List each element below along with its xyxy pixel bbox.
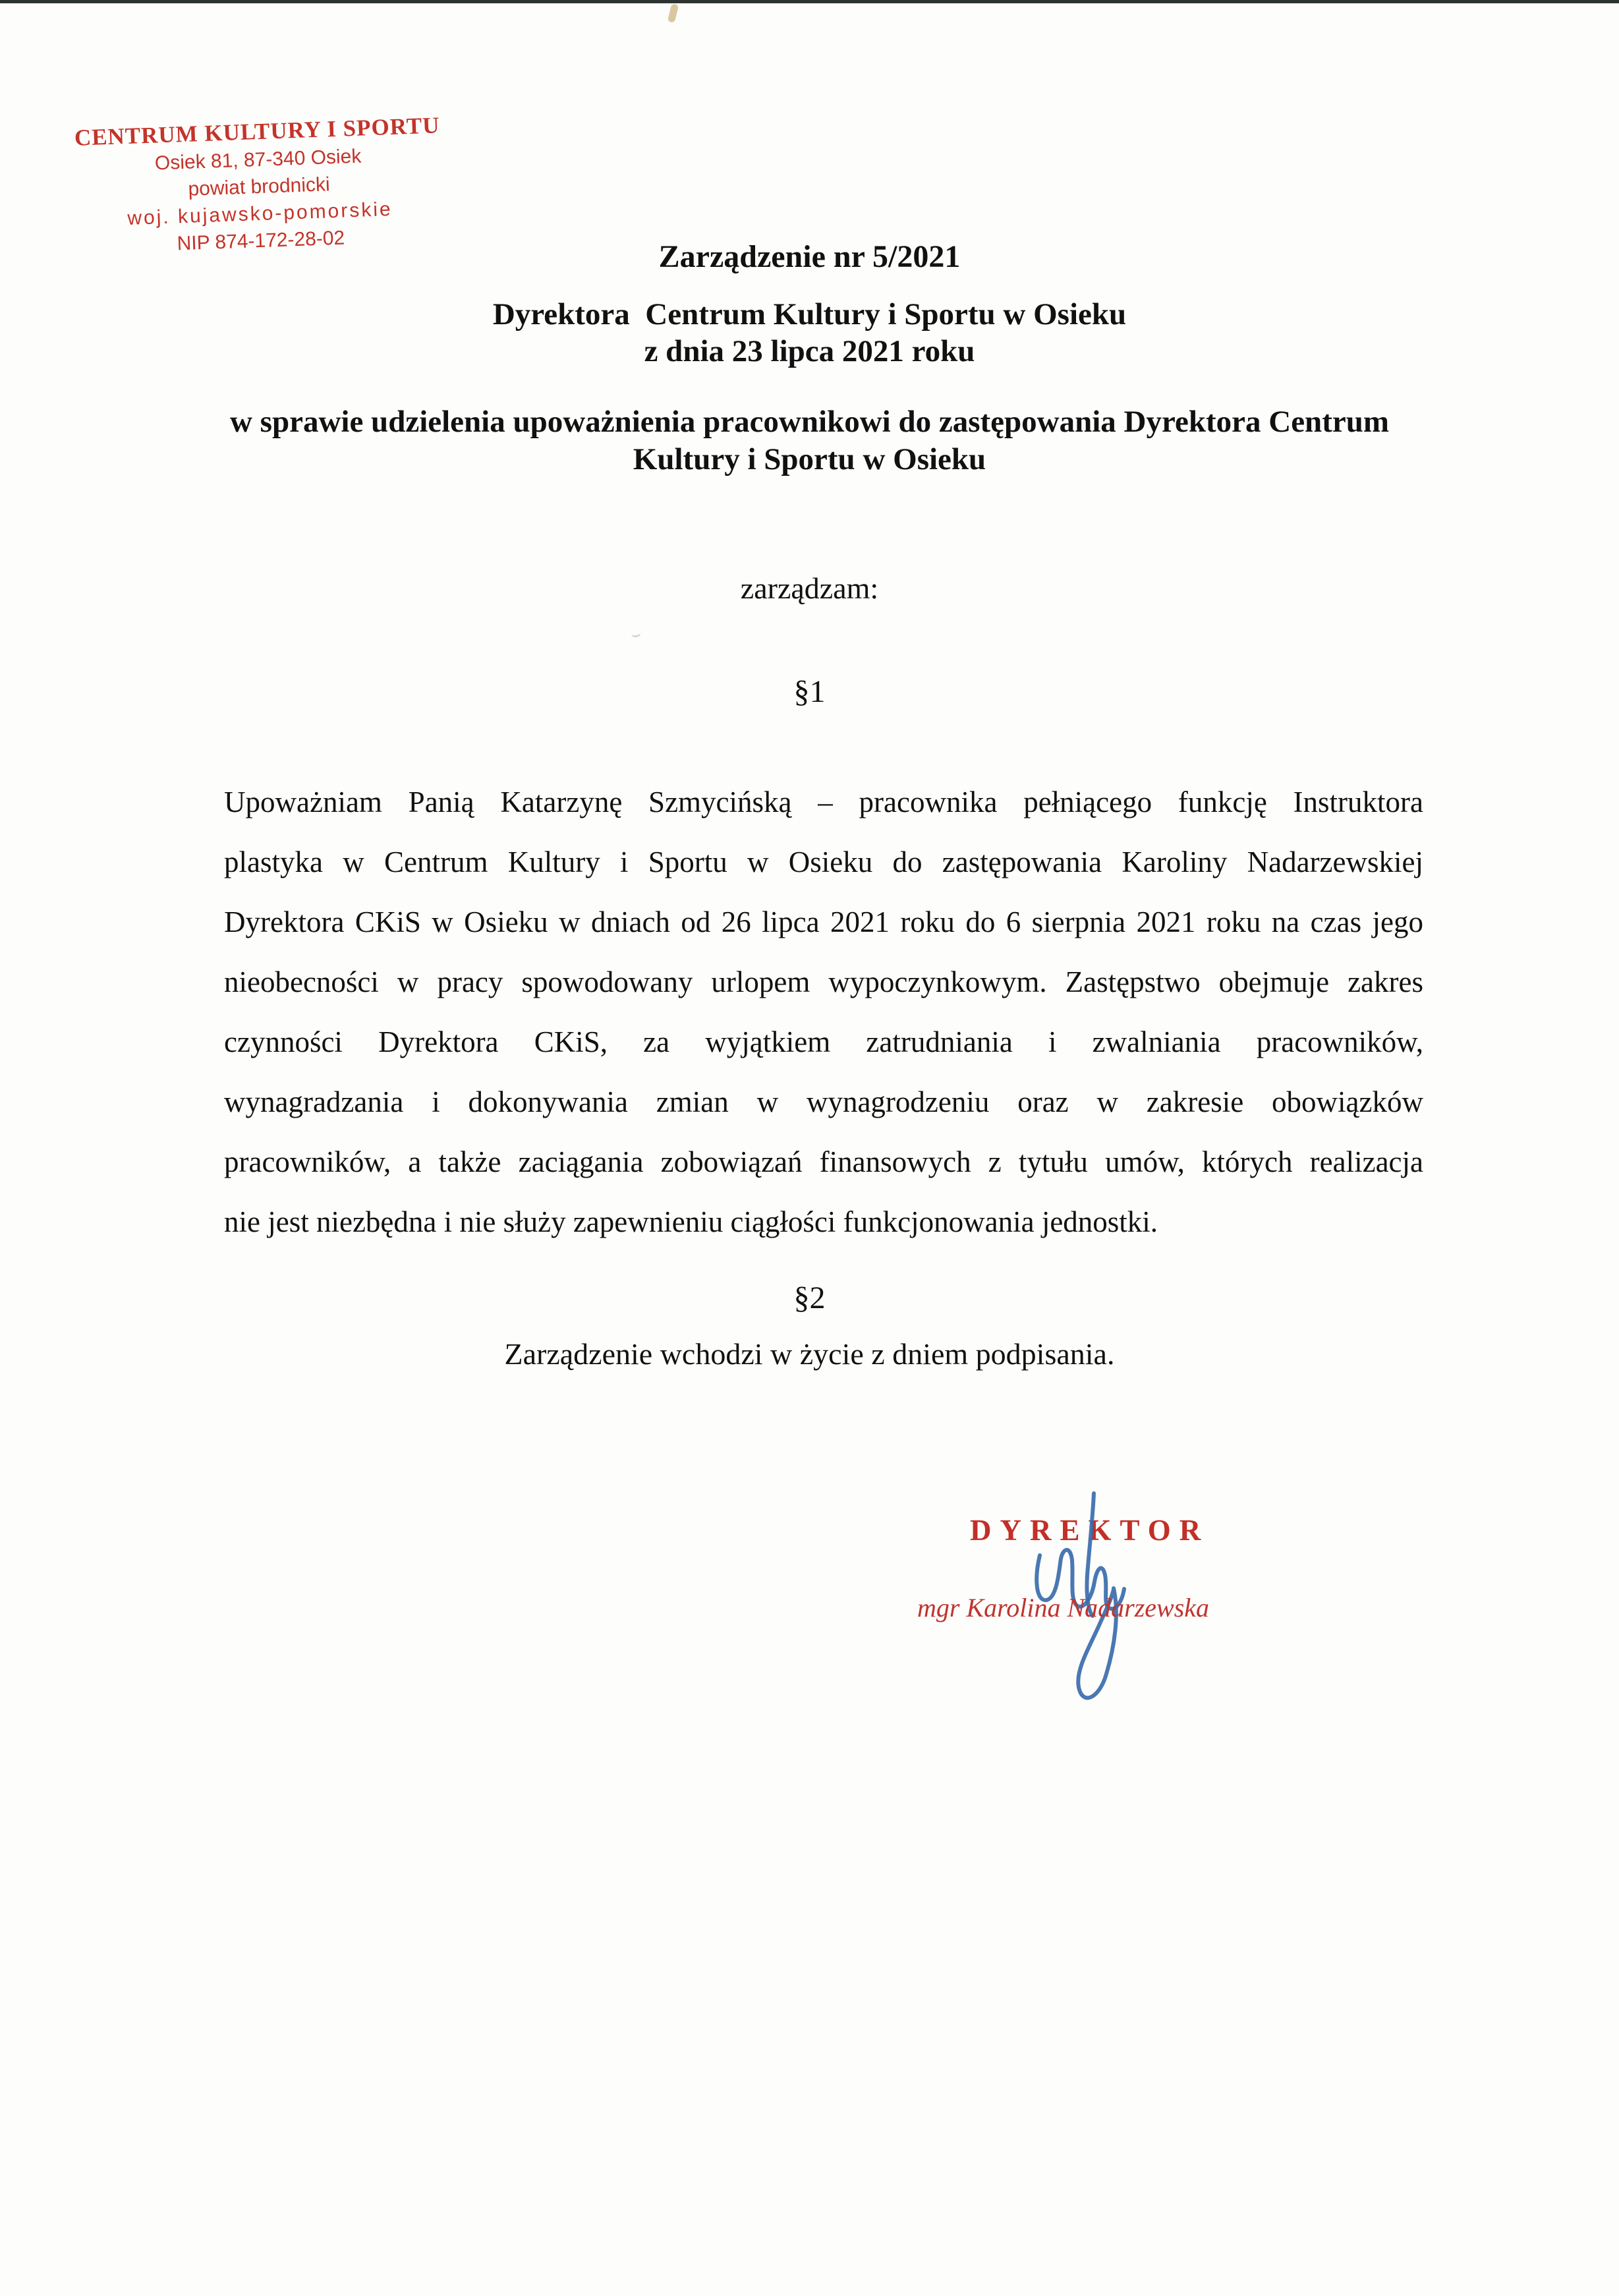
order-word: zarządzam: [740, 571, 879, 605]
scan-speck [631, 629, 640, 638]
org-stamp-address: Osiek 81, 87-340 Osiek [154, 145, 362, 175]
text-line: plastyka w Centrum Kultury i Sportu w Osieku do zastępowania Karoliny Nadarzewskiej [224, 846, 1423, 878]
org-stamp-name: CENTRUM KULTURY I SPORTU [74, 112, 440, 151]
ordinance-issuer-title: Dyrektora Centrum Kultury i Sportu w Osieku [492, 297, 1127, 331]
text-line: Upoważniam Panią Katarzynę Szmycińską – pracownika pełniącego funkcję Instruktora [224, 786, 1423, 818]
director-title-stamp: DYREKTOR [970, 1514, 1210, 1547]
text-line: nie jest niezbędna i nie służy zapewnieniu ciągłości funkcjonowania jednostki. [224, 1205, 1158, 1238]
scan-edge-line [0, 0, 1619, 3]
org-stamp-voivodeship: woj. kujawsko-pomorskie [127, 198, 393, 229]
section-2-body: Zarządzenie wchodzi w życie z dniem podpisania. [504, 1337, 1115, 1371]
text-line: pracowników, a także zaciągania zobowiązań finansowych z tytułu umów, których realizacja [224, 1145, 1423, 1178]
director-name-stamp: mgr Karolina Nadarzewska [917, 1593, 1210, 1622]
text-line: Kultury i Sportu w Osieku [633, 442, 986, 476]
section-2-heading: §2 [793, 1280, 826, 1315]
ordinance-number-title: Zarządzenie nr 5/2021 [658, 239, 961, 274]
ordinance-subject [0, 403, 1619, 478]
org-stamp-county: powiat brodnicki [187, 173, 331, 200]
text-line: wynagradzania i dokonywania zmian w wynagrodzeniu oraz w zakresie obowiązków [224, 1085, 1423, 1118]
text-line: nieobecności w pracy spowodowany urlopem wypoczynkowym. Zastępstwo obejmuje zakres [224, 965, 1423, 998]
text-line: czynności Dyrektora CKiS, za wyjątkiem zatrudniania i zwalniania pracowników, [224, 1025, 1423, 1058]
ordinance-date-title: z dnia 23 lipca 2021 roku [644, 334, 975, 368]
text-line: w sprawie udzielenia upoważnienia pracownikowi do zastępowania Dyrektora Centrum [229, 405, 1390, 439]
section-1-heading: §1 [793, 674, 826, 709]
org-stamp-nip: NIP 874-172-28-02 [177, 227, 345, 255]
pen-mark [667, 3, 679, 23]
section-1-body [224, 772, 1423, 1252]
text-line: Dyrektora CKiS w Osieku w dniach od 26 lipca 2021 roku do 6 sierpnia 2021 roku na czas jego [224, 905, 1423, 938]
